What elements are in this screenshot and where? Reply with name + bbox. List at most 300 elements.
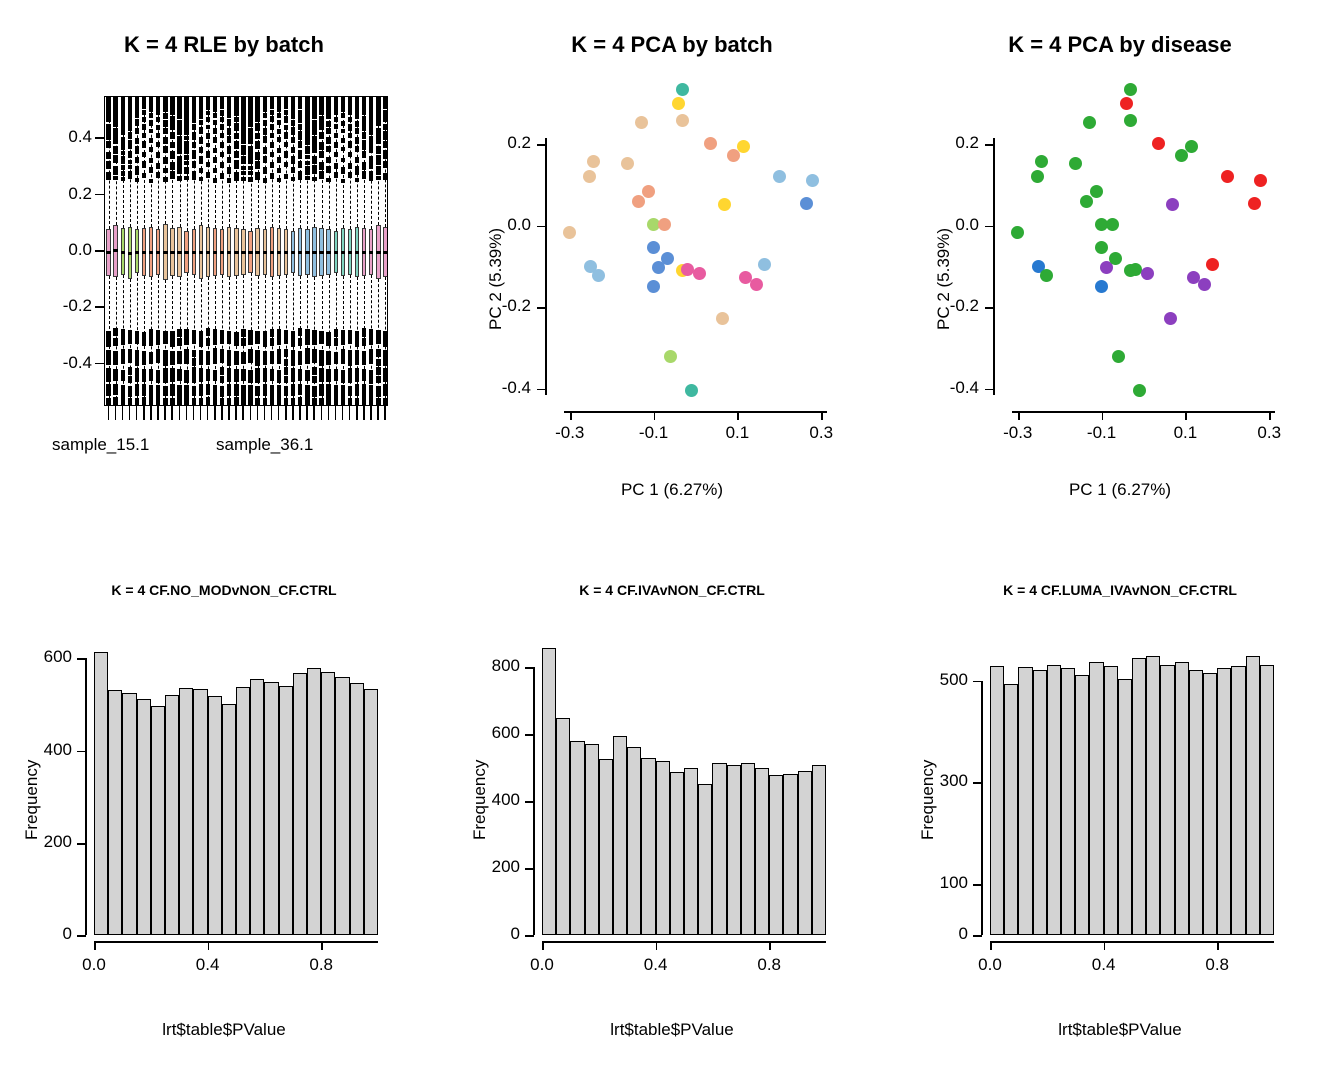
rle-median-line xyxy=(156,251,160,254)
rle-outlier xyxy=(149,158,153,162)
rle-outlier xyxy=(376,128,380,132)
rle-outlier xyxy=(284,340,288,344)
rle-outlier xyxy=(149,102,153,106)
rle-outlier xyxy=(305,370,309,374)
rle-outlier xyxy=(163,159,167,163)
rle-outlier xyxy=(106,101,110,105)
rle-outlier xyxy=(369,123,373,127)
rle-outlier xyxy=(142,110,146,114)
rle-outlier xyxy=(184,393,188,397)
rle-outlier xyxy=(142,144,146,148)
rle-outlier xyxy=(348,110,352,114)
rle-plot-area xyxy=(104,96,388,406)
rle-median-line xyxy=(234,251,238,254)
hist-no-mod-x-axis-title: lrt$table$PValue xyxy=(162,1020,286,1039)
rle-outlier xyxy=(106,398,110,402)
y-axis-line xyxy=(981,681,983,935)
rle-outlier xyxy=(113,131,117,135)
rle-outlier xyxy=(177,170,181,174)
rle-outlier xyxy=(206,163,210,167)
rle-outlier xyxy=(255,362,259,366)
rle-outlier xyxy=(220,175,224,179)
rle-outlier xyxy=(284,392,288,396)
rle-median-line xyxy=(199,251,203,254)
rle-outlier xyxy=(263,398,267,402)
rle-outlier xyxy=(369,349,373,353)
rle-outlier xyxy=(170,151,174,155)
rle-outlier xyxy=(369,397,373,401)
rle-x-tick xyxy=(157,406,159,420)
rle-outlier xyxy=(177,360,181,364)
pca-disease-plot-area xyxy=(1001,95,1286,405)
rle-outlier xyxy=(135,166,139,170)
rle-x-tick xyxy=(164,406,166,420)
rle-outlier xyxy=(369,171,373,175)
rle-outlier xyxy=(291,107,295,111)
rle-outlier xyxy=(348,398,352,402)
x-tick-label: 0.3 xyxy=(1257,423,1282,442)
rle-outlier xyxy=(369,99,373,103)
rle-outlier xyxy=(248,97,252,100)
x-tick-label: 0.1 xyxy=(725,423,750,442)
rle-outlier xyxy=(291,361,295,365)
rle-outlier xyxy=(305,161,309,165)
histogram-bar xyxy=(279,686,293,935)
rle-outlier xyxy=(192,97,196,101)
rle-outlier xyxy=(284,174,288,178)
rle-outlier xyxy=(369,393,373,397)
rle-outlier xyxy=(184,167,188,171)
scatter-point xyxy=(1106,218,1119,231)
rle-outlier xyxy=(319,378,323,382)
rle-outlier xyxy=(383,164,387,168)
rle-outlier xyxy=(121,130,125,134)
rle-x-tick xyxy=(335,406,337,420)
histogram-bar xyxy=(250,679,264,935)
y-tick xyxy=(525,935,534,937)
rle-outlier xyxy=(142,173,146,177)
rle-outlier xyxy=(184,176,188,180)
rle-median-line xyxy=(312,251,316,254)
rle-outlier xyxy=(263,403,267,405)
rle-outlier xyxy=(106,342,110,346)
rle-outlier xyxy=(362,135,366,139)
y-tick-label: 0 xyxy=(958,924,968,943)
rle-outlier xyxy=(305,348,309,352)
rle-outlier xyxy=(334,105,338,109)
x-tick-label: 0.8 xyxy=(309,955,333,974)
rle-outlier xyxy=(135,339,139,343)
rle-outlier xyxy=(170,377,174,381)
rle-outlier xyxy=(355,128,359,132)
rle-outlier xyxy=(326,130,330,134)
rle-outlier xyxy=(241,369,245,373)
rle-outlier xyxy=(106,361,110,365)
rle-outlier xyxy=(192,402,196,405)
histogram-bar xyxy=(335,677,349,935)
rle-outlier xyxy=(149,147,153,151)
rle-outlier xyxy=(135,97,139,99)
rle-median-line xyxy=(255,251,259,254)
rle-outlier xyxy=(241,377,245,381)
rle-outlier xyxy=(220,392,224,396)
histogram-bar xyxy=(165,695,179,935)
rle-outlier xyxy=(284,118,288,122)
scatter-point xyxy=(676,83,689,96)
rle-outlier xyxy=(312,169,316,173)
rle-outlier xyxy=(326,157,330,161)
panel-title: K = 4 CF.IVAvNON_CF.CTRL xyxy=(579,582,765,598)
rle-outlier xyxy=(128,116,132,120)
rle-outlier xyxy=(206,397,210,401)
rle-outlier xyxy=(220,359,224,363)
histogram-bar xyxy=(293,673,307,935)
rle-outlier xyxy=(341,113,345,117)
rle-outlier xyxy=(341,392,345,396)
rle-outlier xyxy=(334,117,338,121)
rle-y-tick xyxy=(95,137,104,139)
rle-outlier xyxy=(213,178,217,182)
rle-outlier xyxy=(106,116,110,120)
rle-outlier xyxy=(206,328,210,332)
rle-outlier xyxy=(369,341,373,345)
rle-outlier xyxy=(348,340,352,344)
rle-outlier xyxy=(220,126,224,130)
rle-outlier xyxy=(341,147,345,151)
rle-outlier xyxy=(128,386,132,390)
scatter-point xyxy=(1011,226,1024,239)
rle-outlier xyxy=(326,178,330,182)
rle-outlier xyxy=(341,129,345,133)
rle-y-tick xyxy=(95,306,104,308)
rle-outlier xyxy=(149,377,153,381)
rle-outlier xyxy=(277,107,281,111)
scatter-point xyxy=(672,97,685,110)
rle-outlier xyxy=(312,398,316,402)
rle-outlier xyxy=(319,331,323,335)
panel-hist-iva xyxy=(448,540,896,1075)
rle-x-tick xyxy=(321,406,323,420)
rle-outlier xyxy=(177,341,181,345)
scatter-point xyxy=(1254,174,1267,187)
rle-outlier xyxy=(213,120,217,124)
rle-outlier xyxy=(241,393,245,397)
rle-outlier xyxy=(263,167,267,171)
rle-outlier xyxy=(312,386,316,390)
rle-outlier xyxy=(199,350,203,354)
rle-outlier xyxy=(241,360,245,364)
rle-y-tick xyxy=(95,194,104,196)
y-tick xyxy=(525,734,534,736)
rle-outlier xyxy=(142,163,146,167)
scatter-point xyxy=(1185,140,1198,153)
scatter-point xyxy=(642,185,655,198)
rle-outlier xyxy=(184,379,188,383)
rle-outlier xyxy=(234,165,238,169)
rle-outlier xyxy=(298,99,302,103)
rle-x-tick xyxy=(122,406,124,420)
rle-outlier xyxy=(255,144,259,148)
rle-outlier xyxy=(334,377,338,381)
rle-outlier xyxy=(184,161,188,165)
rle-outlier xyxy=(248,150,252,154)
rle-outlier xyxy=(334,142,338,146)
rle-outlier xyxy=(298,369,302,373)
rle-outlier xyxy=(142,369,146,373)
rle-outlier xyxy=(135,178,139,182)
rle-outlier xyxy=(234,384,238,388)
hist-no-mod-plot-area xyxy=(94,640,378,935)
scatter-point xyxy=(635,116,648,129)
rle-outlier xyxy=(192,362,196,366)
rle-outlier xyxy=(319,402,323,405)
rle-median-line xyxy=(113,249,117,252)
rle-outlier xyxy=(177,97,181,101)
rle-outlier xyxy=(149,113,153,117)
rle-outlier xyxy=(319,142,323,146)
rle-outlier xyxy=(113,116,117,120)
scatter-point xyxy=(1112,350,1125,363)
histogram-bar xyxy=(1104,666,1118,935)
rle-outlier xyxy=(376,378,380,382)
rle-outlier xyxy=(142,117,146,121)
rle-outlier xyxy=(312,330,316,334)
rle-outlier xyxy=(255,97,259,99)
rle-outlier xyxy=(220,349,224,353)
rle-outlier xyxy=(284,162,288,166)
rle-y-tick-label: 0.4 xyxy=(68,127,92,147)
rle-outlier xyxy=(241,119,245,123)
rle-outlier xyxy=(128,165,132,169)
rle-outlier xyxy=(298,397,302,401)
rle-outlier xyxy=(270,143,274,147)
histogram-bar xyxy=(599,759,613,935)
scatter-point xyxy=(621,157,634,170)
rle-outlier xyxy=(284,386,288,390)
rle-outlier xyxy=(121,151,125,155)
rle-outlier xyxy=(192,367,196,371)
rle-outlier xyxy=(220,97,224,101)
x-tick xyxy=(656,941,658,950)
rle-outlier xyxy=(149,397,153,401)
rle-outlier xyxy=(376,166,380,170)
rle-outlier xyxy=(149,97,153,99)
rle-outlier xyxy=(241,123,245,127)
rle-outlier xyxy=(192,386,196,390)
scatter-point xyxy=(1095,241,1108,254)
y-tick xyxy=(525,868,534,870)
rle-outlier xyxy=(177,149,181,153)
rle-outlier xyxy=(149,122,153,126)
rle-outlier xyxy=(135,368,139,372)
rle-outlier xyxy=(362,369,366,373)
rle-outlier xyxy=(156,385,160,389)
rle-x-tick-label-1: sample_15.1 xyxy=(52,435,150,454)
rle-outlier xyxy=(170,135,174,139)
rle-outlier xyxy=(369,106,373,110)
panel-title: K = 4 PCA by batch xyxy=(571,32,773,57)
rle-outlier xyxy=(106,391,110,395)
rle-outlier xyxy=(263,108,267,112)
rle-median-line xyxy=(177,251,181,254)
rle-outlier xyxy=(192,175,196,179)
rle-outlier xyxy=(135,129,139,133)
histogram-bar xyxy=(1260,665,1274,935)
y-tick-label: 200 xyxy=(43,831,72,851)
histogram-bar xyxy=(670,772,684,935)
rle-outlier xyxy=(156,330,160,334)
x-tick-label: -0.3 xyxy=(1003,423,1033,442)
rle-x-tick xyxy=(108,406,110,420)
rle-outlier xyxy=(362,393,366,397)
histogram-bar xyxy=(1033,670,1047,936)
rle-outlier xyxy=(149,369,153,373)
rle-outlier xyxy=(213,348,217,352)
rle-x-tick xyxy=(363,406,365,420)
rle-median-line xyxy=(241,251,245,254)
rle-outlier xyxy=(341,379,345,383)
rle-outlier xyxy=(206,377,210,381)
rle-outlier xyxy=(305,131,309,135)
rle-outlier xyxy=(213,360,217,364)
x-axis-line xyxy=(564,411,827,413)
rle-y-tick xyxy=(95,363,104,365)
rle-outlier xyxy=(128,154,132,158)
rle-outlier xyxy=(156,370,160,374)
rle-outlier xyxy=(255,331,259,335)
rle-outlier xyxy=(241,341,245,345)
rle-outlier xyxy=(142,403,146,405)
rle-outlier xyxy=(369,379,373,383)
rle-outlier xyxy=(248,385,252,389)
rle-outlier xyxy=(248,155,252,159)
scatter-point xyxy=(806,174,819,187)
histogram-bar xyxy=(1175,662,1189,935)
rle-outlier xyxy=(241,145,245,149)
rle-outlier xyxy=(341,330,345,334)
rle-outlier xyxy=(334,133,338,137)
rle-outlier xyxy=(355,391,359,395)
rle-outlier xyxy=(128,160,132,164)
rle-outlier xyxy=(270,369,274,373)
rle-outlier xyxy=(142,361,146,365)
rle-outlier xyxy=(220,379,224,383)
rle-outlier xyxy=(163,177,167,181)
rle-x-tick xyxy=(299,406,301,420)
x-tick xyxy=(1102,411,1104,420)
rle-outlier xyxy=(319,97,323,99)
rle-outlier xyxy=(305,119,309,123)
rle-outlier xyxy=(184,136,188,140)
rle-outlier xyxy=(312,120,316,124)
rle-outlier xyxy=(213,370,217,374)
rle-outlier xyxy=(248,392,252,396)
rle-outlier xyxy=(220,111,224,115)
rle-outlier xyxy=(270,163,274,167)
rle-outlier xyxy=(376,367,380,371)
rle-outlier xyxy=(142,153,146,157)
rle-x-tick xyxy=(370,406,372,420)
rle-x-tick xyxy=(292,406,294,420)
rle-outlier xyxy=(128,132,132,136)
rle-outlier xyxy=(298,391,302,395)
x-axis-line xyxy=(94,941,378,943)
rle-outlier xyxy=(234,101,238,105)
rle-median-line xyxy=(184,251,188,254)
rle-outlier xyxy=(121,329,125,333)
rle-x-tick xyxy=(228,406,230,420)
rle-outlier xyxy=(305,170,309,174)
rle-outlier xyxy=(305,397,309,401)
panel-hist-no-mod xyxy=(0,540,448,1075)
rle-outlier xyxy=(163,103,167,107)
rle-outlier xyxy=(199,384,203,388)
x-tick-label: 0.8 xyxy=(1205,955,1229,974)
rle-outlier xyxy=(113,97,117,100)
rle-outlier xyxy=(291,368,295,372)
rle-y-tick-label: -0.2 xyxy=(62,296,92,316)
rle-outlier xyxy=(156,134,160,138)
histogram-bar xyxy=(179,688,193,935)
rle-outlier xyxy=(312,359,316,363)
rle-outlier xyxy=(156,97,160,101)
rle-outlier xyxy=(192,116,196,120)
rle-outlier xyxy=(255,105,259,109)
rle-outlier xyxy=(234,397,238,401)
rle-x-tick xyxy=(306,406,308,420)
rle-outlier xyxy=(248,349,252,353)
rle-outlier xyxy=(326,361,330,365)
rle-outlier xyxy=(163,378,167,382)
rle-outlier xyxy=(234,369,238,373)
rle-outlier xyxy=(255,392,259,396)
rle-outlier xyxy=(341,359,345,363)
rle-outlier xyxy=(263,122,267,126)
rle-outlier xyxy=(121,370,125,374)
hist-no-mod-y-axis-title: Frequency xyxy=(22,759,41,840)
rle-outlier xyxy=(348,402,352,405)
rle-outlier xyxy=(255,386,259,390)
rle-outlier xyxy=(113,104,117,108)
rle-outlier xyxy=(213,157,217,161)
rle-outlier xyxy=(383,350,387,354)
rle-outlier xyxy=(163,362,167,366)
rle-outlier xyxy=(277,159,281,163)
histogram-bar xyxy=(321,672,335,935)
rle-median-line xyxy=(128,252,132,255)
rle-outlier xyxy=(255,176,259,180)
rle-outlier xyxy=(142,105,146,109)
x-tick-label: 0.0 xyxy=(978,955,1002,974)
histogram-bar xyxy=(1018,667,1032,935)
rle-outlier xyxy=(376,146,380,150)
rle-outlier xyxy=(383,368,387,372)
scatter-point xyxy=(1164,312,1177,325)
pca-batch-y-axis-title: PC 2 (5.39%) xyxy=(486,227,505,330)
rle-outlier xyxy=(312,340,316,344)
rle-median-line xyxy=(355,251,359,254)
y-axis-line xyxy=(85,658,87,935)
rle-median-line xyxy=(263,251,267,254)
rle-outlier xyxy=(312,107,316,111)
rle-outlier xyxy=(369,370,373,374)
x-tick-label: 0.4 xyxy=(643,955,668,974)
rle-outlier xyxy=(135,331,139,335)
y-tick xyxy=(985,389,994,391)
rle-outlier xyxy=(227,361,231,365)
scatter-point xyxy=(1166,198,1179,211)
rle-outlier xyxy=(113,136,117,140)
